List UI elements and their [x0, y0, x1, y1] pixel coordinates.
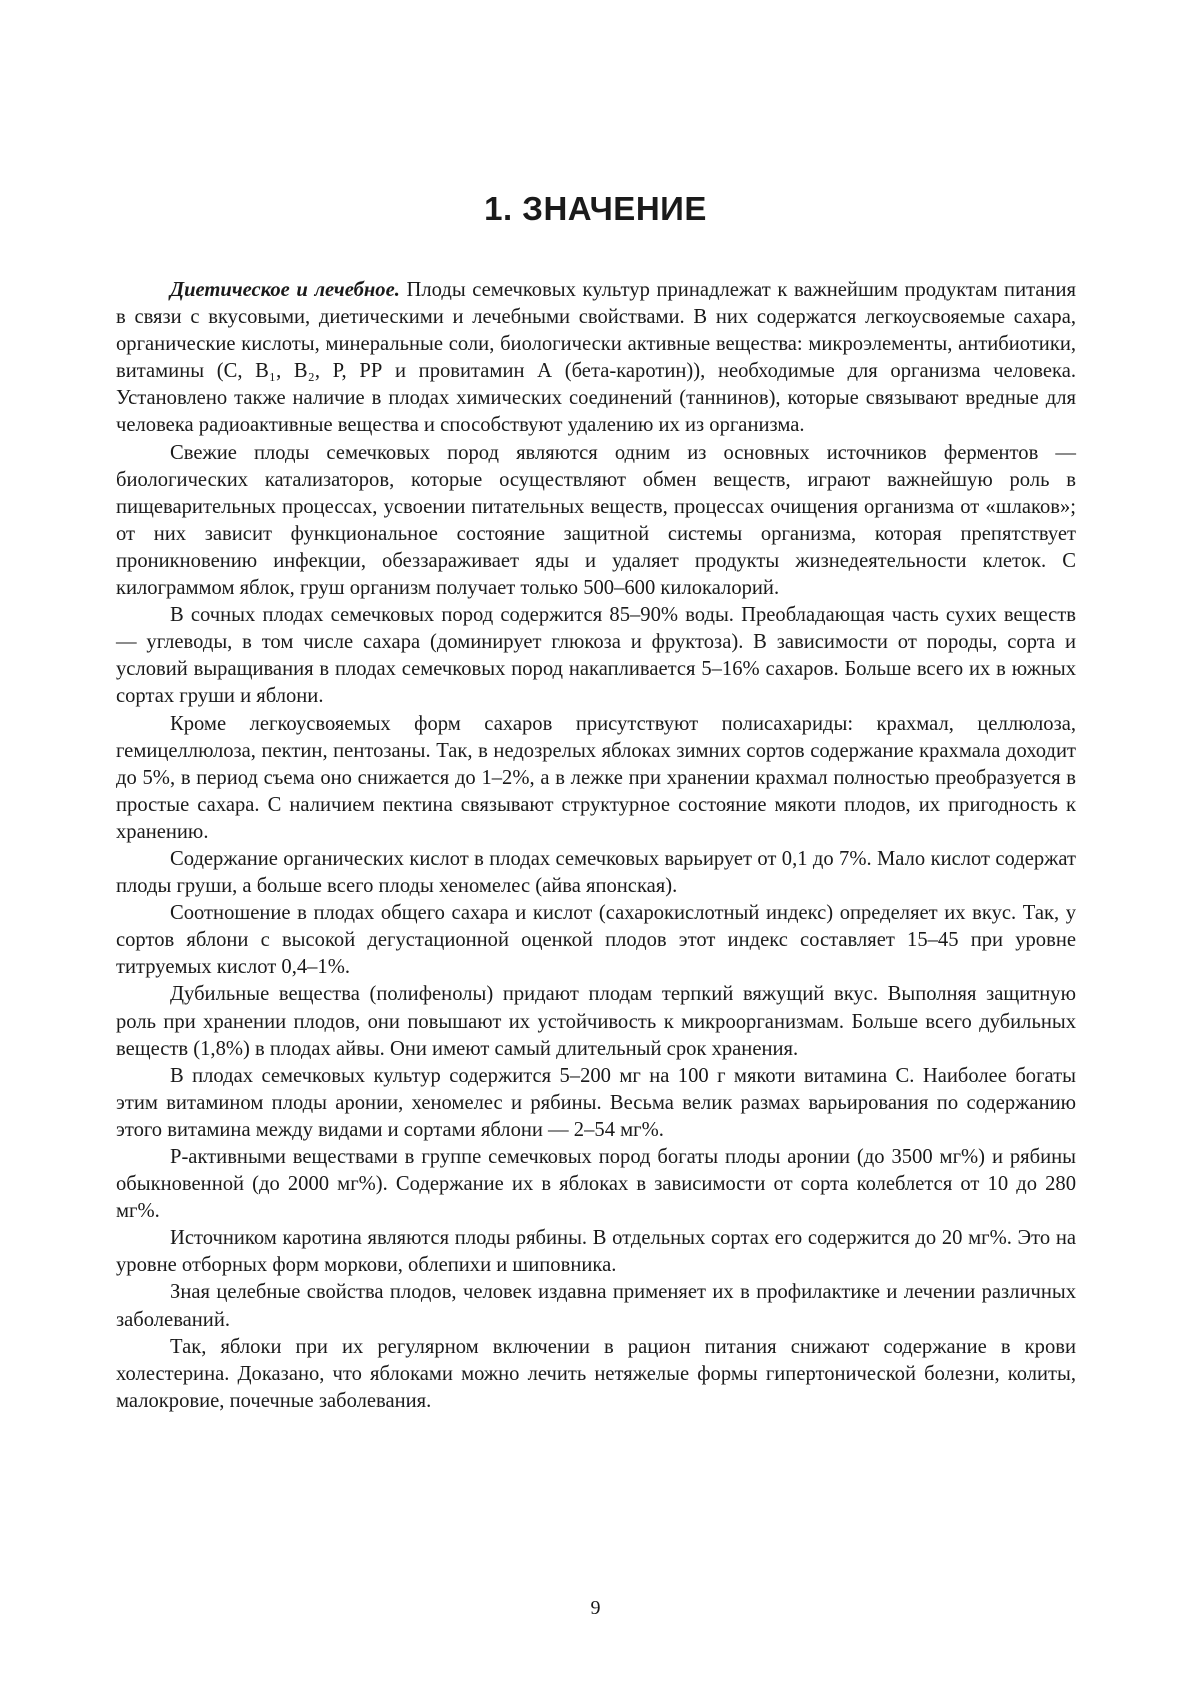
page-number: 9 [590, 1597, 601, 1619]
paragraph: Свежие плоды семечковых пород являются одним из основных источников ферментов — биологических катализаторов, которые осуществляют обмен веществ, играют важнейшую роль в пищеварительных процессах, усвоении питательных веществ, процессах очищения организма от «шлаков»; от них зависит функциональное состояние защитной системы организма, которая препятствует проникновению инфекции, обеззараживает яды и удаляет продукты жизнедеятельности клеток. С килограммом яблок, груш организм получает только 500–600 килокалорий. [116, 441, 1076, 600]
body-text [116, 277, 1076, 1415]
paragraph: Зная целебные свойства плодов, человек издавна применяет их в профилактике и лечении различных заболеваний. [116, 1281, 1076, 1331]
paragraph-lead: Диетическое и лечебное. [170, 279, 400, 301]
paragraph: В сочных плодах семечковых пород содержится 85–90% воды. Преобладающая часть сухих веществ — углеводы, в том числе сахара (доминирует глюкоза и фруктоза). В зависимости от породы, сорта и условий выращивания в плодах семечковых пород накапливается 5–16% сахаров. Больше всего их в южных сортах груши и яблони. [116, 604, 1076, 708]
paragraph: Так, яблоки при их регулярном включении в рацион питания снижают содержание в крови холестерина. Доказано, что яблоками можно лечить нетяжелые формы гипертонической болезни, колиты, малокровие, почечные заболевания. [116, 1335, 1076, 1412]
paragraph-text: Плоды семечковых культур принадлежат к важнейшим продуктам питания в связи с вкусовыми, диетическими и лечебными свойствами. В них содержатся легкоусвояемые сахара, органические кислоты, минеральные соли, биологически активные вещества: микроэлементы, антибиотики, витамины (С, В₁, В₂, Р, РР и провитамин А (бета-каротин)), необходимые для организма человека. Установлено также наличие в плодах химических соединений (таннинов), которые связывают вредные для человека радиоактивные вещества и способствуют удалению их из организма. [116, 279, 1076, 437]
paragraph: Источником каротина являются плоды рябины. В отдельных сортах его содержится до 20 мг%. Это на уровне отборных форм моркови, облепихи и шиповника. [116, 1227, 1076, 1277]
paragraph: Соотношение в плодах общего сахара и кислот (сахарокислотный индекс) определяет их вкус. Так, у сортов яблони с высокой дегустационной оценкой плодов этот индекс составляет 15–45 при уровне титруемых кислот 0,4–1%. [116, 902, 1076, 979]
paragraph [116, 277, 1076, 440]
paragraph: Содержание органических кислот в плодах семечковых варьирует от 0,1 до 7%. Мало кислот содержат плоды груши, а больше всего плоды хеномелес (айва японская). [116, 847, 1076, 898]
chapter-title: 1. ЗНАЧЕНИЕ [484, 190, 707, 227]
paragraph: В плодах семечковых культур содержится 5–200 мг на 100 г мякоти витамина С. Наиболее богаты этим витамином плоды аронии, хеномелес и рябины. Весьма велик размах варьирования по содержанию этого витамина между видами и сортами яблони — 2–54 мг%. [116, 1064, 1076, 1141]
paragraph: Р-активными веществами в группе семечковых пород богаты плоды аронии (до 3500 мг%) и рябины обыкновенной (до 2000 мг%). Содержание их в яблоках в зависимости от сорта колеблется от 10 до 280 мг%. [116, 1146, 1076, 1223]
paragraph: Кроме легкоусвояемых форм сахаров присутствуют полисахариды: крахмал, целлюлоза, гемицеллюлоза, пектин, пентозаны. Так, в недозрелых яблоках зимних сортов содержание крахмала доходит до 5%, в период съема оно снижается до 1–2%, а в лежке при хранении крахмал полностью преобразуется в простые сахара. С наличием пектина связывают структурное состояние мякоти плодов, их пригодность к хранению. [116, 712, 1076, 843]
paragraph: Дубильные вещества (полифенолы) придают плодам терпкий вяжущий вкус. Выполняя защитную роль при хранении плодов, они повышают их устойчивость к микроорганизмам. Больше всего дубильных веществ (1,8%) в плодах айвы. Они имеют самый длительный срок хранения. [116, 983, 1076, 1060]
